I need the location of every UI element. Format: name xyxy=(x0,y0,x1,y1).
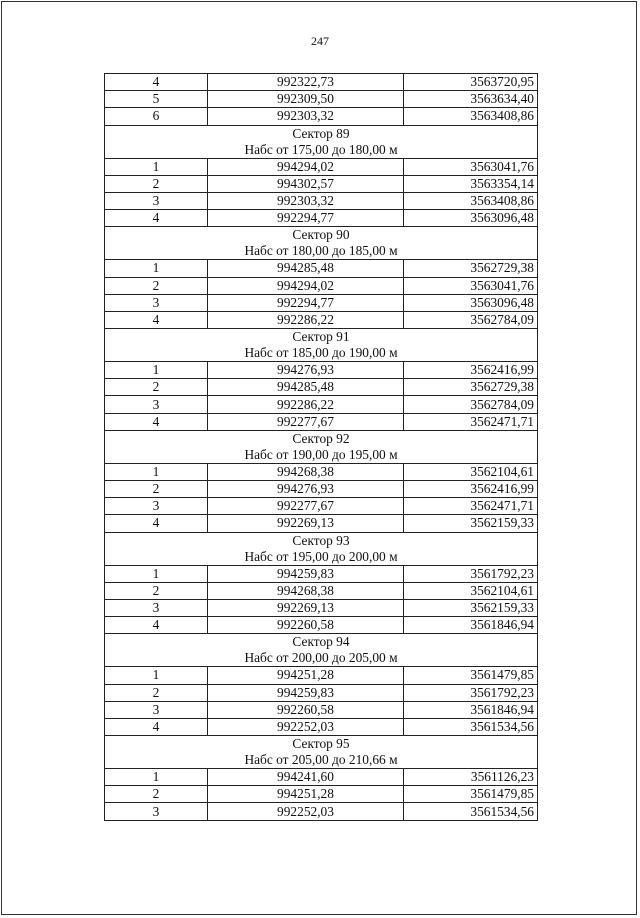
sector-title: Сектор 90 xyxy=(292,227,350,243)
sector-title: Сектор 89 xyxy=(292,125,350,141)
table-row xyxy=(105,108,538,125)
point-number: 5 xyxy=(105,91,208,108)
x-coordinate: 994276,93 xyxy=(208,481,404,498)
point-number: 2 xyxy=(105,582,208,599)
x-coordinate: 992286,22 xyxy=(208,311,404,328)
point-number: 2 xyxy=(105,175,208,192)
point-number: 2 xyxy=(105,786,208,803)
point-number: 3 xyxy=(105,803,208,820)
table-row xyxy=(105,667,538,684)
x-coordinate: 992269,13 xyxy=(208,515,404,532)
y-coordinate: 3563096,48 xyxy=(404,294,538,311)
y-coordinate: 3561479,85 xyxy=(404,786,538,803)
sector-header-row xyxy=(105,736,538,769)
sector-height-range: Набс от 205,00 до 210,66 м xyxy=(244,752,398,768)
x-coordinate: 994294,02 xyxy=(208,277,404,294)
table-row xyxy=(105,379,538,396)
point-number: 6 xyxy=(105,108,208,125)
table-row xyxy=(105,277,538,294)
table-row xyxy=(105,396,538,413)
point-number: 3 xyxy=(105,396,208,413)
y-coordinate: 3563041,76 xyxy=(404,277,538,294)
x-coordinate: 992252,03 xyxy=(208,803,404,820)
point-number: 1 xyxy=(105,565,208,582)
table-row xyxy=(105,718,538,735)
sector-header-row xyxy=(105,430,538,463)
x-coordinate: 994285,48 xyxy=(208,260,404,277)
x-coordinate: 992303,32 xyxy=(208,192,404,209)
sector-title: Сектор 93 xyxy=(292,532,350,548)
table-row xyxy=(105,260,538,277)
point-number: 1 xyxy=(105,769,208,786)
table-row xyxy=(105,701,538,718)
point-number: 4 xyxy=(105,617,208,634)
y-coordinate: 3561846,94 xyxy=(404,701,538,718)
y-coordinate: 3563408,86 xyxy=(404,108,538,125)
x-coordinate: 994294,02 xyxy=(208,158,404,175)
sector-header-row xyxy=(105,532,538,565)
point-number: 4 xyxy=(105,311,208,328)
y-coordinate: 3563720,95 xyxy=(404,74,538,91)
sector-height-range: Набс от 185,00 до 190,00 м xyxy=(244,345,398,361)
y-coordinate: 3563634,40 xyxy=(404,91,538,108)
y-coordinate: 3562729,38 xyxy=(404,379,538,396)
y-coordinate: 3562784,09 xyxy=(404,396,538,413)
sector-height-range: Набс от 195,00 до 200,00 м xyxy=(244,548,398,564)
point-number: 3 xyxy=(105,294,208,311)
y-coordinate: 3562104,61 xyxy=(404,463,538,480)
y-coordinate: 3562471,71 xyxy=(404,498,538,515)
sector-header xyxy=(105,227,538,260)
x-coordinate: 992286,22 xyxy=(208,396,404,413)
x-coordinate: 992277,67 xyxy=(208,498,404,515)
x-coordinate: 992269,13 xyxy=(208,599,404,616)
point-number: 4 xyxy=(105,413,208,430)
point-number: 2 xyxy=(105,684,208,701)
x-coordinate: 994241,60 xyxy=(208,769,404,786)
point-number: 2 xyxy=(105,481,208,498)
table-row xyxy=(105,91,538,108)
point-number: 1 xyxy=(105,463,208,480)
y-coordinate: 3563408,86 xyxy=(404,192,538,209)
sector-header xyxy=(105,736,538,769)
x-coordinate: 994259,83 xyxy=(208,684,404,701)
table-row xyxy=(105,362,538,379)
sector-height-range: Набс от 200,00 до 205,00 м xyxy=(244,650,398,666)
x-coordinate: 994276,93 xyxy=(208,362,404,379)
x-coordinate: 992309,50 xyxy=(208,91,404,108)
page-number: 247 xyxy=(311,34,329,48)
sector-header-row xyxy=(105,227,538,260)
y-coordinate: 3561792,23 xyxy=(404,684,538,701)
table-row xyxy=(105,599,538,616)
point-number: 3 xyxy=(105,498,208,515)
table-row xyxy=(105,175,538,192)
y-coordinate: 3562159,33 xyxy=(404,599,538,616)
table-row xyxy=(105,311,538,328)
sector-header xyxy=(105,430,538,463)
point-number: 4 xyxy=(105,74,208,91)
x-coordinate: 992260,58 xyxy=(208,701,404,718)
table-row xyxy=(105,74,538,91)
coordinates-table xyxy=(104,73,538,821)
y-coordinate: 3562416,99 xyxy=(404,362,538,379)
sector-height-range: Набс от 190,00 до 195,00 м xyxy=(244,446,398,462)
table-row xyxy=(105,769,538,786)
point-number: 3 xyxy=(105,701,208,718)
y-coordinate: 3562159,33 xyxy=(404,515,538,532)
point-number: 4 xyxy=(105,718,208,735)
y-coordinate: 3561534,56 xyxy=(404,803,538,820)
table-row xyxy=(105,786,538,803)
point-number: 3 xyxy=(105,599,208,616)
sector-title: Сектор 92 xyxy=(292,430,350,446)
table-row xyxy=(105,192,538,209)
x-coordinate: 994251,28 xyxy=(208,667,404,684)
y-coordinate: 3563041,76 xyxy=(404,158,538,175)
y-coordinate: 3563354,14 xyxy=(404,175,538,192)
y-coordinate: 3561534,56 xyxy=(404,718,538,735)
table-row xyxy=(105,294,538,311)
point-number: 1 xyxy=(105,260,208,277)
table-row xyxy=(105,413,538,430)
y-coordinate: 3561126,23 xyxy=(404,769,538,786)
y-coordinate: 3562729,38 xyxy=(404,260,538,277)
sector-title: Сектор 91 xyxy=(292,329,350,345)
y-coordinate: 3562416,99 xyxy=(404,481,538,498)
point-number: 1 xyxy=(105,362,208,379)
sector-header-row xyxy=(105,634,538,667)
x-coordinate: 994259,83 xyxy=(208,565,404,582)
table-row xyxy=(105,463,538,480)
y-coordinate: 3562784,09 xyxy=(404,311,538,328)
y-coordinate: 3561846,94 xyxy=(404,617,538,634)
table-row xyxy=(105,582,538,599)
x-coordinate: 992252,03 xyxy=(208,718,404,735)
sector-height-range: Набс от 175,00 до 180,00 м xyxy=(244,141,398,157)
point-number: 1 xyxy=(105,667,208,684)
table-row xyxy=(105,617,538,634)
table-row xyxy=(105,158,538,175)
x-coordinate: 994251,28 xyxy=(208,786,404,803)
sector-title: Сектор 95 xyxy=(292,736,350,752)
table-row xyxy=(105,565,538,582)
coordinates-table-body xyxy=(105,74,538,821)
x-coordinate: 992277,67 xyxy=(208,413,404,430)
point-number: 1 xyxy=(105,158,208,175)
x-coordinate: 994268,38 xyxy=(208,463,404,480)
sector-header xyxy=(105,532,538,565)
point-number: 3 xyxy=(105,192,208,209)
sector-header xyxy=(105,125,538,158)
x-coordinate: 992260,58 xyxy=(208,617,404,634)
y-coordinate: 3562471,71 xyxy=(404,413,538,430)
table-row xyxy=(105,210,538,227)
x-coordinate: 994302,57 xyxy=(208,175,404,192)
table-row xyxy=(105,515,538,532)
y-coordinate: 3561479,85 xyxy=(404,667,538,684)
sector-header-row xyxy=(105,125,538,158)
point-number: 4 xyxy=(105,210,208,227)
x-coordinate: 994268,38 xyxy=(208,582,404,599)
point-number: 4 xyxy=(105,515,208,532)
y-coordinate: 3562104,61 xyxy=(404,582,538,599)
x-coordinate: 992303,32 xyxy=(208,108,404,125)
point-number: 2 xyxy=(105,379,208,396)
x-coordinate: 994285,48 xyxy=(208,379,404,396)
table-row xyxy=(105,498,538,515)
table-row xyxy=(105,684,538,701)
x-coordinate: 992322,73 xyxy=(208,74,404,91)
x-coordinate: 992294,77 xyxy=(208,294,404,311)
sector-header xyxy=(105,329,538,362)
sector-header xyxy=(105,634,538,667)
x-coordinate: 992294,77 xyxy=(208,210,404,227)
y-coordinate: 3563096,48 xyxy=(404,210,538,227)
sector-title: Сектор 94 xyxy=(292,634,350,650)
table-row xyxy=(105,803,538,820)
table-row xyxy=(105,481,538,498)
sector-header-row xyxy=(105,329,538,362)
point-number: 2 xyxy=(105,277,208,294)
sector-height-range: Набс от 180,00 до 185,00 м xyxy=(244,243,398,259)
y-coordinate: 3561792,23 xyxy=(404,565,538,582)
